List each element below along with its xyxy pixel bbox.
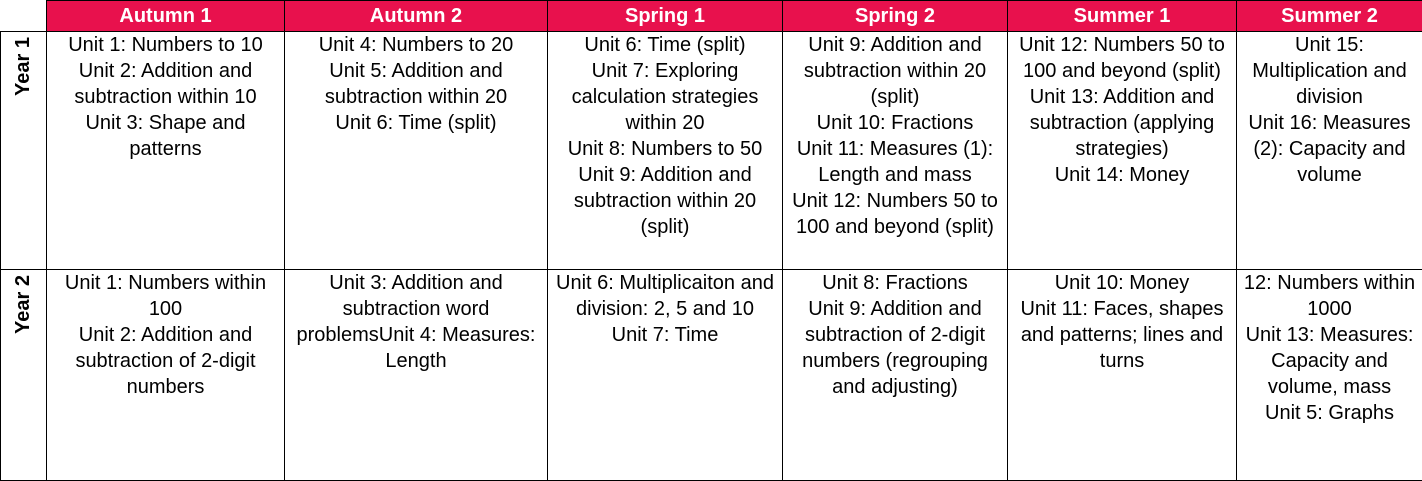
unit-entry: Unit 11: Measures (1): Length and mass — [796, 138, 994, 187]
year-1-autumn-1-cell — [47, 32, 285, 269]
year-2-autumn-1-cell — [47, 269, 285, 480]
year-2-row — [1, 269, 1422, 480]
unit-entry: Unit 16: Measures (2): Capacity and volume — [1248, 112, 1411, 187]
year-2-summer-1-cell — [1008, 269, 1237, 480]
year-1-summer-1-cell — [1008, 32, 1237, 269]
unit-entry: Unit 8: Numbers to 50 — [567, 138, 763, 161]
column-header-autumn-2: Autumn 2 — [285, 1, 548, 32]
year-1-autumn-2-cell — [285, 32, 548, 269]
unit-entry: Unit 9: Addition and subtraction within 20 (split) — [803, 34, 987, 109]
unit-entry: Unit 7: Time — [611, 323, 719, 346]
unit-entry: 12: Numbers within 1000 — [1243, 271, 1416, 320]
unit-entry: Unit 2: Addition and subtraction within 10 — [74, 60, 257, 109]
year-1-summer-2-cell — [1237, 32, 1422, 269]
unit-entry: Unit 10: Fractions — [816, 112, 974, 135]
year-1-row — [1, 32, 1422, 269]
unit-entry: Unit 1: Numbers to 10 — [68, 34, 263, 57]
year-2-label: Year 2 — [11, 274, 34, 334]
column-header-spring-1: Spring 1 — [548, 1, 783, 32]
unit-entry: Unit 2: Addition and subtraction of 2-digit numbers — [75, 323, 256, 398]
unit-entry: Unit 1: Numbers within 100 — [64, 271, 267, 320]
year-2-label-cell — [1, 269, 47, 480]
year-1-spring-1-cell — [548, 32, 783, 269]
column-header-spring-2: Spring 2 — [783, 1, 1008, 32]
unit-entry: Unit 7: Exploring calculation strategies within 20 — [571, 60, 759, 135]
column-header-summer-2: Summer 2 — [1237, 1, 1422, 32]
year-2-spring-2-cell — [783, 269, 1008, 480]
year-2-autumn-2-cell — [285, 269, 548, 480]
header-row — [1, 1, 1422, 32]
unit-entry: Unit 3: Shape and patterns — [85, 112, 246, 161]
year-1-spring-2-cell — [783, 32, 1008, 269]
year-2-summer-2-cell — [1237, 269, 1422, 480]
unit-entry: Unit 6: Multiplicaiton and division: 2, 5 and 10 — [556, 271, 774, 320]
unit-entry: Unit 5: Addition and subtraction within 20 — [324, 60, 508, 109]
unit-entry: Unit 10: Money — [1054, 271, 1190, 294]
unit-entry: Unit 11: Faces, shapes and patterns; lines and turns — [1020, 297, 1224, 372]
year-2-spring-1-cell — [548, 269, 783, 480]
unit-entry: Unit 6: Time (split) — [335, 112, 497, 135]
year-1-label-cell — [1, 32, 47, 269]
column-header-autumn-1: Autumn 1 — [47, 1, 285, 32]
column-header-summer-1: Summer 1 — [1008, 1, 1237, 32]
unit-entry: Unit 5: Graphs — [1265, 401, 1394, 424]
unit-entry: Unit 15: Multiplication and division — [1252, 34, 1407, 109]
unit-entry: Unit 6: Time (split) — [584, 34, 746, 57]
unit-entry: Unit 12: Numbers 50 to 100 and beyond (split) — [1019, 34, 1225, 83]
unit-entry: Unit 13: Addition and subtraction (applying strategies) — [1029, 86, 1215, 161]
unit-entry: Unit 12: Numbers 50 to 100 and beyond (split) — [792, 190, 998, 239]
unit-entry: Unit 4: Numbers to 20 — [318, 34, 514, 57]
unit-entry: Unit 9: Addition and subtraction of 2-digit numbers (regrouping and adjusting) — [802, 297, 988, 398]
unit-entry: Unit 14: Money — [1054, 164, 1190, 187]
unit-entry: Unit 9: Addition and subtraction within 20 (split) — [573, 164, 757, 239]
year-1-label: Year 1 — [11, 37, 34, 97]
unit-entry: Unit 13: Measures: Capacity and volume, mass — [1245, 323, 1414, 398]
corner-cell — [1, 1, 47, 32]
unit-entry: Unit 3: Addition and subtraction word problemsUnit 4: Measures: Length — [296, 271, 536, 372]
unit-entry: Unit 8: Fractions — [822, 271, 968, 294]
